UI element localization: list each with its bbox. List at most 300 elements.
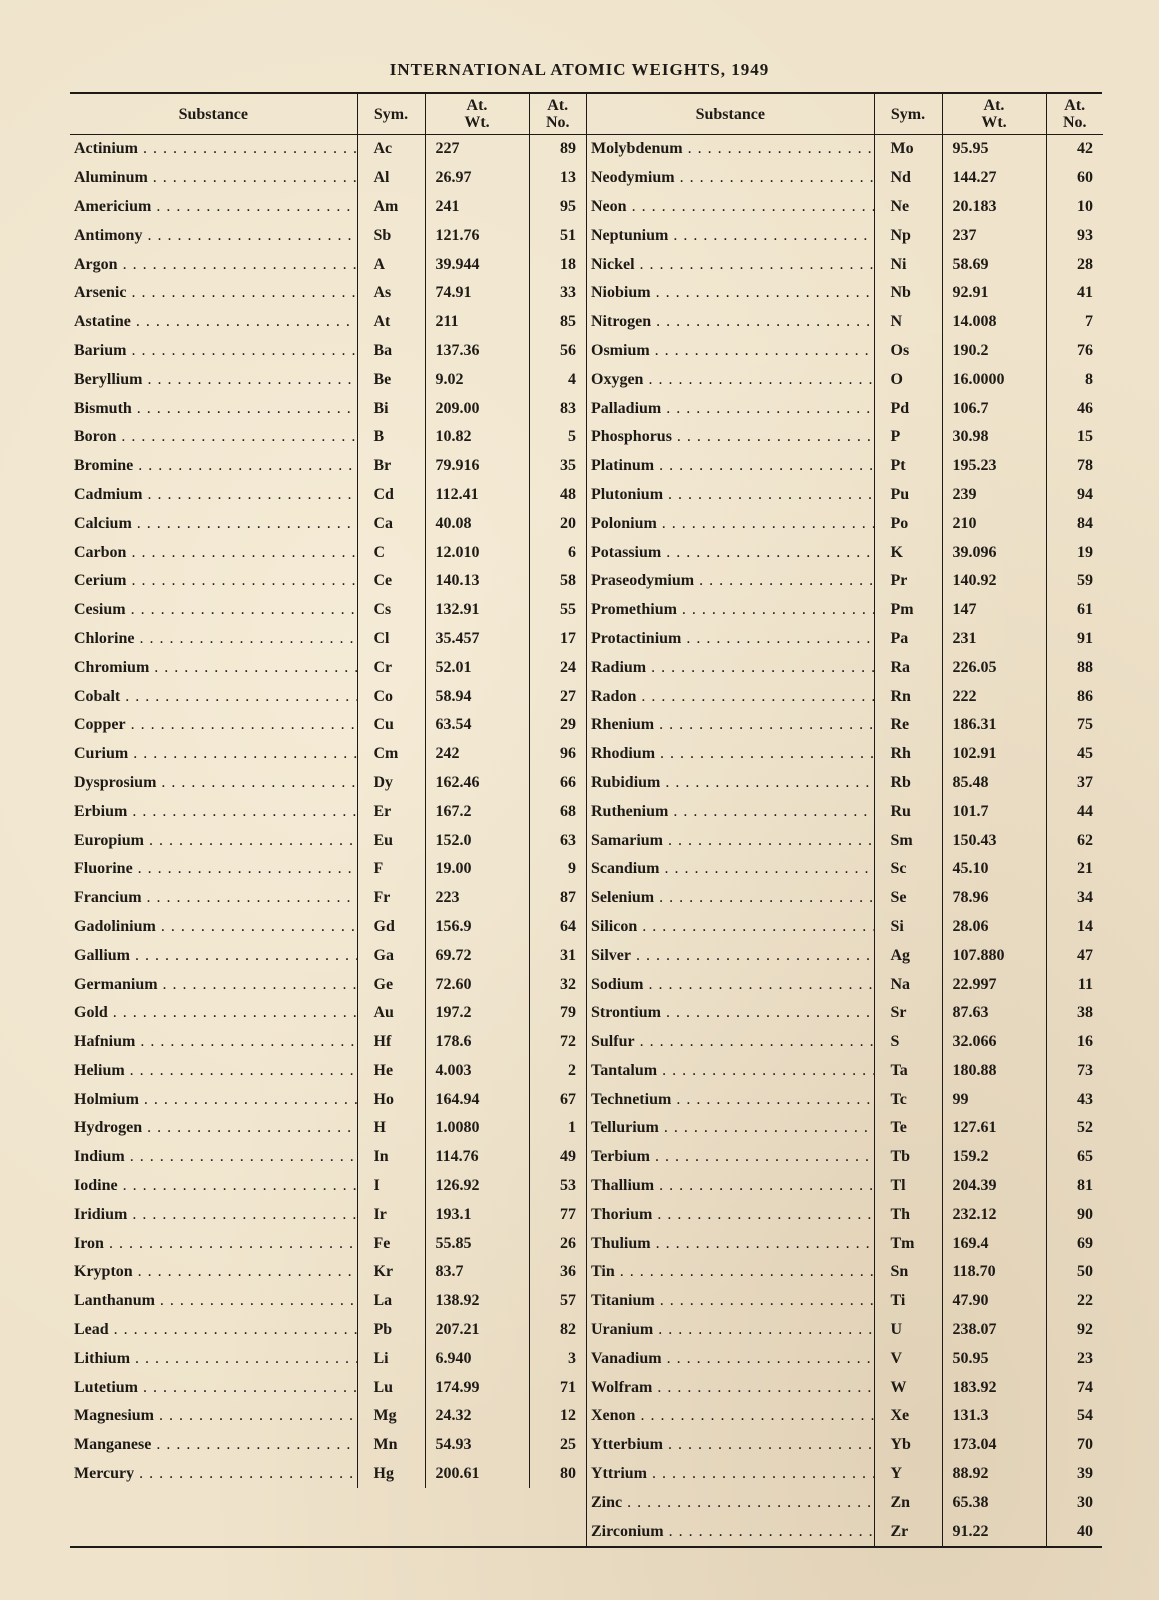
- substance-cell: [587, 1460, 874, 1489]
- symbol-cell: U: [874, 1316, 942, 1345]
- substance-cell: [587, 1517, 874, 1546]
- atomic-weight-cell: 200.61: [425, 1460, 529, 1489]
- atomic-number-cell: 86: [1046, 682, 1103, 711]
- substance-cell: [587, 452, 874, 481]
- table-row: [70, 538, 586, 567]
- symbol-cell: Co: [357, 682, 425, 711]
- atomic-number-cell: 92: [1046, 1316, 1103, 1345]
- atomic-weights-table: [70, 92, 1102, 1548]
- atomic-weight-cell: 238.07: [942, 1316, 1046, 1345]
- substance-name: Titanium . . .: [591, 1292, 874, 1309]
- substance-cell: [587, 1402, 874, 1431]
- atomic-weight-cell: 222: [942, 682, 1046, 711]
- atomic-weight-cell: 118.70: [942, 1258, 1046, 1287]
- atomic-number-cell: 58: [529, 567, 586, 596]
- atomic-weight-cell: 169.4: [942, 1229, 1046, 1258]
- symbol-cell: Ba: [357, 337, 425, 366]
- table-row: [587, 625, 1103, 654]
- symbol-cell: At: [357, 308, 425, 337]
- table-row: [587, 308, 1103, 337]
- atomic-number-cell: 95: [529, 193, 586, 222]
- atomic-weight-cell: 6.940: [425, 1344, 529, 1373]
- symbol-cell: Pb: [357, 1316, 425, 1345]
- atomic-weight-cell: 40.08: [425, 509, 529, 538]
- substance-name: Thorium . . .: [591, 1206, 874, 1223]
- symbol-cell: Mg: [357, 1402, 425, 1431]
- atomic-weight-cell: 19.00: [425, 855, 529, 884]
- atomic-weight-cell: 137.36: [425, 337, 529, 366]
- symbol-cell: Ac: [357, 135, 425, 164]
- table-row: [587, 1316, 1103, 1345]
- substance-cell: [587, 941, 874, 970]
- table-row: [70, 337, 586, 366]
- substance-cell: [70, 394, 357, 423]
- substance-cell: [587, 653, 874, 682]
- substance-name: Beryllium . . .: [74, 371, 357, 388]
- atomic-number-cell: 89: [529, 135, 586, 164]
- substance-name: Mercury . . .: [74, 1465, 357, 1482]
- atomic-number-cell: 64: [529, 913, 586, 942]
- substance-cell: [70, 769, 357, 798]
- table-row: [587, 452, 1103, 481]
- header-row: [587, 94, 1103, 135]
- atomic-weight-cell: 35.457: [425, 625, 529, 654]
- atomic-weight-cell: 138.92: [425, 1287, 529, 1316]
- substance-cell: [70, 740, 357, 769]
- atomic-weight-cell: 4.003: [425, 1057, 529, 1086]
- atomic-weight-cell: 186.31: [942, 711, 1046, 740]
- substance-name: Argon . . .: [74, 256, 357, 273]
- substance-cell: [587, 711, 874, 740]
- table-row: [587, 193, 1103, 222]
- table-row: [587, 279, 1103, 308]
- atomic-weight-cell: 107.880: [942, 941, 1046, 970]
- table-row: [70, 826, 586, 855]
- symbol-cell: Ta: [874, 1057, 942, 1086]
- substance-name: Oxygen . . .: [591, 371, 874, 388]
- substance-name: Chlorine . . .: [74, 630, 357, 647]
- table-row: [587, 1028, 1103, 1057]
- substance-cell: [70, 1287, 357, 1316]
- substance-cell: [70, 250, 357, 279]
- atomic-weight-cell: 190.2: [942, 337, 1046, 366]
- substance-name: Radon . . .: [591, 688, 874, 705]
- symbol-cell: Br: [357, 452, 425, 481]
- substance-cell: [70, 1143, 357, 1172]
- table-row: [587, 164, 1103, 193]
- atomic-number-cell: 23: [1046, 1344, 1103, 1373]
- table-row: [587, 826, 1103, 855]
- substance-name: Protactinium . . .: [591, 630, 874, 647]
- atomic-weight-cell: 242: [425, 740, 529, 769]
- atomic-weight-cell: 126.92: [425, 1172, 529, 1201]
- substance-cell: [587, 1172, 874, 1201]
- table-row: [70, 1373, 586, 1402]
- substance-name: Indium . . .: [74, 1148, 357, 1165]
- atomic-number-cell: 93: [1046, 221, 1103, 250]
- atomic-number-cell: 67: [529, 1085, 586, 1114]
- substance-cell: [587, 394, 874, 423]
- header-symbol: Sym.: [357, 94, 425, 135]
- symbol-cell: Ho: [357, 1085, 425, 1114]
- atomic-weight-cell: 223: [425, 884, 529, 913]
- substance-cell: [70, 625, 357, 654]
- symbol-cell: Th: [874, 1200, 942, 1229]
- substance-cell: [70, 1316, 357, 1345]
- atomic-weight-cell: 101.7: [942, 797, 1046, 826]
- substance-cell: [70, 826, 357, 855]
- substance-cell: [587, 308, 874, 337]
- substance-cell: [587, 250, 874, 279]
- atomic-number-cell: 1: [529, 1114, 586, 1143]
- atomic-weight-cell: 159.2: [942, 1143, 1046, 1172]
- table-row: [587, 596, 1103, 625]
- table-row: [70, 1085, 586, 1114]
- substance-name: Osmium . . .: [591, 342, 874, 359]
- symbol-cell: Au: [357, 999, 425, 1028]
- atomic-number-cell: 59: [1046, 567, 1103, 596]
- substance-name: Wolfram . . .: [591, 1379, 874, 1396]
- atomic-weight-cell: 156.9: [425, 913, 529, 942]
- substance-cell: [587, 1431, 874, 1460]
- substance-name: Iron . . .: [74, 1235, 357, 1252]
- atomic-weight-cell: 74.91: [425, 279, 529, 308]
- atomic-weight-cell: 14.008: [942, 308, 1046, 337]
- substance-name: Rubidium . . .: [591, 774, 874, 791]
- substance-cell: [70, 1460, 357, 1489]
- atomic-number-cell: 15: [1046, 423, 1103, 452]
- table-row: [70, 596, 586, 625]
- symbol-cell: Tl: [874, 1172, 942, 1201]
- substance-cell: [70, 682, 357, 711]
- substance-cell: [587, 1085, 874, 1114]
- substance-name: Arsenic . . .: [74, 284, 357, 301]
- substance-name: Cerium . . .: [74, 572, 357, 589]
- atomic-weight-cell: 195.23: [942, 452, 1046, 481]
- atomic-weight-cell: 144.27: [942, 164, 1046, 193]
- symbol-cell: Os: [874, 337, 942, 366]
- atomic-weight-cell: 12.010: [425, 538, 529, 567]
- atomic-weight-cell: 127.61: [942, 1114, 1046, 1143]
- header-atomic-weight-line1: At.: [466, 97, 488, 114]
- substance-cell: [587, 855, 874, 884]
- atomic-number-cell: 77: [529, 1200, 586, 1229]
- substance-cell: [70, 1373, 357, 1402]
- substance-cell: [587, 826, 874, 855]
- atomic-number-cell: 28: [1046, 250, 1103, 279]
- header-atomic-weight: [425, 94, 529, 135]
- header-atomic-number: [1046, 94, 1103, 135]
- symbol-cell: Fe: [357, 1229, 425, 1258]
- atomic-weight-cell: 95.95: [942, 135, 1046, 164]
- table-row: [587, 1488, 1103, 1517]
- table-row: [70, 855, 586, 884]
- table-row: [70, 1287, 586, 1316]
- atomic-number-cell: 29: [529, 711, 586, 740]
- atomic-weight-cell: 193.1: [425, 1200, 529, 1229]
- table-row: [587, 682, 1103, 711]
- atomic-number-cell: 33: [529, 279, 586, 308]
- substance-cell: [70, 1344, 357, 1373]
- atomic-number-cell: 26: [529, 1229, 586, 1258]
- substance-cell: [587, 682, 874, 711]
- table-row: [70, 1143, 586, 1172]
- atomic-weight-cell: 24.32: [425, 1402, 529, 1431]
- substance-name: Molybdenum . . .: [591, 140, 874, 157]
- table-row: [587, 653, 1103, 682]
- symbol-cell: Te: [874, 1114, 942, 1143]
- table-row: [70, 1172, 586, 1201]
- substance-name: Yttrium . . .: [591, 1465, 874, 1482]
- symbol-cell: Sr: [874, 999, 942, 1028]
- atomic-weight-cell: 167.2: [425, 797, 529, 826]
- table-row: [70, 1258, 586, 1287]
- atomic-number-cell: 25: [529, 1431, 586, 1460]
- substance-name: Gold . . .: [74, 1004, 357, 1021]
- substance-name: Iridium . . .: [74, 1206, 357, 1223]
- substance-cell: [70, 221, 357, 250]
- atomic-weight-cell: 211: [425, 308, 529, 337]
- substance-name: Lithium . . .: [74, 1350, 357, 1367]
- header-atomic-number-line2: No.: [545, 114, 570, 131]
- symbol-cell: Ag: [874, 941, 942, 970]
- substance-cell: [587, 279, 874, 308]
- atomic-weight-cell: 47.90: [942, 1287, 1046, 1316]
- atomic-number-cell: 18: [529, 250, 586, 279]
- table-row: [70, 135, 586, 164]
- substance-name: Thulium . . .: [591, 1235, 874, 1252]
- substance-name: Hydrogen . . .: [74, 1119, 357, 1136]
- atomic-number-cell: 54: [1046, 1402, 1103, 1431]
- symbol-cell: La: [357, 1287, 425, 1316]
- atomic-weight-cell: 150.43: [942, 826, 1046, 855]
- atomic-weight-cell: 79.916: [425, 452, 529, 481]
- atomic-number-cell: 12: [529, 1402, 586, 1431]
- atomic-number-cell: 56: [529, 337, 586, 366]
- symbol-cell: Rh: [874, 740, 942, 769]
- substance-cell: [587, 884, 874, 913]
- atomic-number-cell: 90: [1046, 1200, 1103, 1229]
- atomic-weight-cell: 88.92: [942, 1460, 1046, 1489]
- atomic-weight-cell: 239: [942, 481, 1046, 510]
- atomic-number-cell: 69: [1046, 1229, 1103, 1258]
- substance-cell: [70, 1028, 357, 1057]
- atomic-weight-cell: 204.39: [942, 1172, 1046, 1201]
- table-row: [70, 797, 586, 826]
- substance-cell: [70, 970, 357, 999]
- symbol-cell: In: [357, 1143, 425, 1172]
- substance-name: Iodine . . .: [74, 1177, 357, 1194]
- symbol-cell: Er: [357, 797, 425, 826]
- table-row: [70, 365, 586, 394]
- substance-cell: [587, 913, 874, 942]
- substance-name: Erbium . . .: [74, 803, 357, 820]
- substance-cell: [70, 855, 357, 884]
- atomic-weight-cell: 231: [942, 625, 1046, 654]
- symbol-cell: Rn: [874, 682, 942, 711]
- symbol-cell: W: [874, 1373, 942, 1402]
- symbol-cell: Be: [357, 365, 425, 394]
- substance-name: Silver . . .: [591, 947, 874, 964]
- substance-cell: [587, 970, 874, 999]
- substance-name: Germanium . . .: [74, 976, 357, 993]
- atomic-weight-cell: 207.21: [425, 1316, 529, 1345]
- symbol-cell: Tm: [874, 1229, 942, 1258]
- symbol-cell: A: [357, 250, 425, 279]
- table-row: [587, 221, 1103, 250]
- substance-cell: [587, 567, 874, 596]
- substance-cell: [70, 193, 357, 222]
- atomic-weight-cell: 30.98: [942, 423, 1046, 452]
- substance-cell: [587, 1114, 874, 1143]
- substance-cell: [587, 625, 874, 654]
- symbol-cell: Nb: [874, 279, 942, 308]
- table-row: [70, 164, 586, 193]
- atomic-weight-cell: 152.0: [425, 826, 529, 855]
- atomic-number-cell: 22: [1046, 1287, 1103, 1316]
- substance-name: Niobium . . .: [591, 284, 874, 301]
- atomic-number-cell: 35: [529, 452, 586, 481]
- symbol-cell: Li: [357, 1344, 425, 1373]
- substance-cell: [587, 1316, 874, 1345]
- symbol-cell: Am: [357, 193, 425, 222]
- substance-name: Cesium . . .: [74, 601, 357, 618]
- atomic-number-cell: 27: [529, 682, 586, 711]
- symbol-cell: C: [357, 538, 425, 567]
- atomic-number-cell: 36: [529, 1258, 586, 1287]
- atomic-weight-cell: 16.0000: [942, 365, 1046, 394]
- symbol-cell: Ga: [357, 941, 425, 970]
- atomic-number-cell: 2: [529, 1057, 586, 1086]
- symbol-cell: Tb: [874, 1143, 942, 1172]
- symbol-cell: Ti: [874, 1287, 942, 1316]
- atomic-weight-cell: 65.38: [942, 1488, 1046, 1517]
- left-column-table: [70, 94, 587, 1546]
- table-row: [587, 884, 1103, 913]
- substance-name: Tellurium . . .: [591, 1119, 874, 1136]
- substance-cell: [70, 1402, 357, 1431]
- symbol-cell: V: [874, 1344, 942, 1373]
- substance-name: Zirconium . . .: [591, 1523, 874, 1540]
- atomic-weight-cell: 232.12: [942, 1200, 1046, 1229]
- substance-name: Neon . . .: [591, 198, 874, 215]
- substance-cell: [587, 1373, 874, 1402]
- substance-cell: [587, 481, 874, 510]
- atomic-weight-cell: 55.85: [425, 1229, 529, 1258]
- atomic-weight-cell: 99: [942, 1085, 1046, 1114]
- atomic-number-cell: 3: [529, 1344, 586, 1373]
- substance-name: Krypton . . .: [74, 1263, 357, 1280]
- substance-cell: [587, 596, 874, 625]
- atomic-weight-cell: 180.88: [942, 1057, 1046, 1086]
- table-row: [70, 221, 586, 250]
- atomic-number-cell: 43: [1046, 1085, 1103, 1114]
- substance-name: Scandium . . .: [591, 860, 874, 877]
- atomic-number-cell: 41: [1046, 279, 1103, 308]
- substance-name: Promethium . . .: [591, 601, 874, 618]
- atomic-number-cell: 17: [529, 625, 586, 654]
- symbol-cell: Cs: [357, 596, 425, 625]
- atomic-number-cell: 79: [529, 999, 586, 1028]
- atomic-number-cell: 55: [529, 596, 586, 625]
- atomic-number-cell: 65: [1046, 1143, 1103, 1172]
- atomic-weight-cell: 26.97: [425, 164, 529, 193]
- substance-cell: [587, 135, 874, 164]
- substance-cell: [587, 1258, 874, 1287]
- header-substance: Substance: [70, 94, 357, 135]
- atomic-number-cell: 87: [529, 884, 586, 913]
- atomic-number-cell: 31: [529, 941, 586, 970]
- symbol-cell: Pa: [874, 625, 942, 654]
- atomic-number-cell: 70: [1046, 1431, 1103, 1460]
- atomic-weight-cell: 106.7: [942, 394, 1046, 423]
- symbol-cell: Pm: [874, 596, 942, 625]
- header-atomic-number: [529, 94, 586, 135]
- symbol-cell: B: [357, 423, 425, 452]
- atomic-weight-cell: 85.48: [942, 769, 1046, 798]
- atomic-number-cell: 5: [529, 423, 586, 452]
- atomic-number-cell: 38: [1046, 999, 1103, 1028]
- substance-name: Tin . . .: [591, 1263, 874, 1280]
- symbol-cell: Sm: [874, 826, 942, 855]
- substance-name: Americium . . .: [74, 198, 357, 215]
- atomic-weight-cell: 92.91: [942, 279, 1046, 308]
- table-row: [70, 711, 586, 740]
- substance-name: Antimony . . .: [74, 227, 357, 244]
- atomic-number-cell: 46: [1046, 394, 1103, 423]
- substance-name: Radium . . .: [591, 659, 874, 676]
- atomic-weight-cell: 210: [942, 509, 1046, 538]
- symbol-cell: H: [357, 1114, 425, 1143]
- atomic-number-cell: 75: [1046, 711, 1103, 740]
- table-row: [587, 711, 1103, 740]
- atomic-number-cell: 94: [1046, 481, 1103, 510]
- substance-name: Boron . . .: [74, 428, 357, 445]
- substance-cell: [70, 481, 357, 510]
- atomic-number-cell: 80: [529, 1460, 586, 1489]
- table-row: [70, 1028, 586, 1057]
- atomic-weight-cell: 83.7: [425, 1258, 529, 1287]
- symbol-cell: Lu: [357, 1373, 425, 1402]
- atomic-weight-cell: 140.13: [425, 567, 529, 596]
- atomic-weight-cell: 32.066: [942, 1028, 1046, 1057]
- atomic-number-cell: 73: [1046, 1057, 1103, 1086]
- atomic-number-cell: 84: [1046, 509, 1103, 538]
- symbol-cell: Kr: [357, 1258, 425, 1287]
- table-row: [70, 653, 586, 682]
- substance-name: Barium . . .: [74, 342, 357, 359]
- substance-name: Potassium . . .: [591, 544, 874, 561]
- table-row: [587, 913, 1103, 942]
- substance-cell: [587, 797, 874, 826]
- substance-cell: [70, 538, 357, 567]
- symbol-cell: Y: [874, 1460, 942, 1489]
- substance-name: Zinc . . .: [591, 1494, 874, 1511]
- atomic-number-cell: 45: [1046, 740, 1103, 769]
- substance-name: Uranium . . .: [591, 1321, 874, 1338]
- substance-name: Phosphorus . . .: [591, 428, 874, 445]
- atomic-weight-cell: 237: [942, 221, 1046, 250]
- substance-name: Gallium . . .: [74, 947, 357, 964]
- atomic-weight-cell: 39.096: [942, 538, 1046, 567]
- substance-name: Samarium . . .: [591, 832, 874, 849]
- symbol-cell: Ne: [874, 193, 942, 222]
- symbol-cell: Gd: [357, 913, 425, 942]
- table-row: [587, 337, 1103, 366]
- atomic-weight-cell: 121.76: [425, 221, 529, 250]
- substance-cell: [587, 740, 874, 769]
- atomic-weight-cell: 162.46: [425, 769, 529, 798]
